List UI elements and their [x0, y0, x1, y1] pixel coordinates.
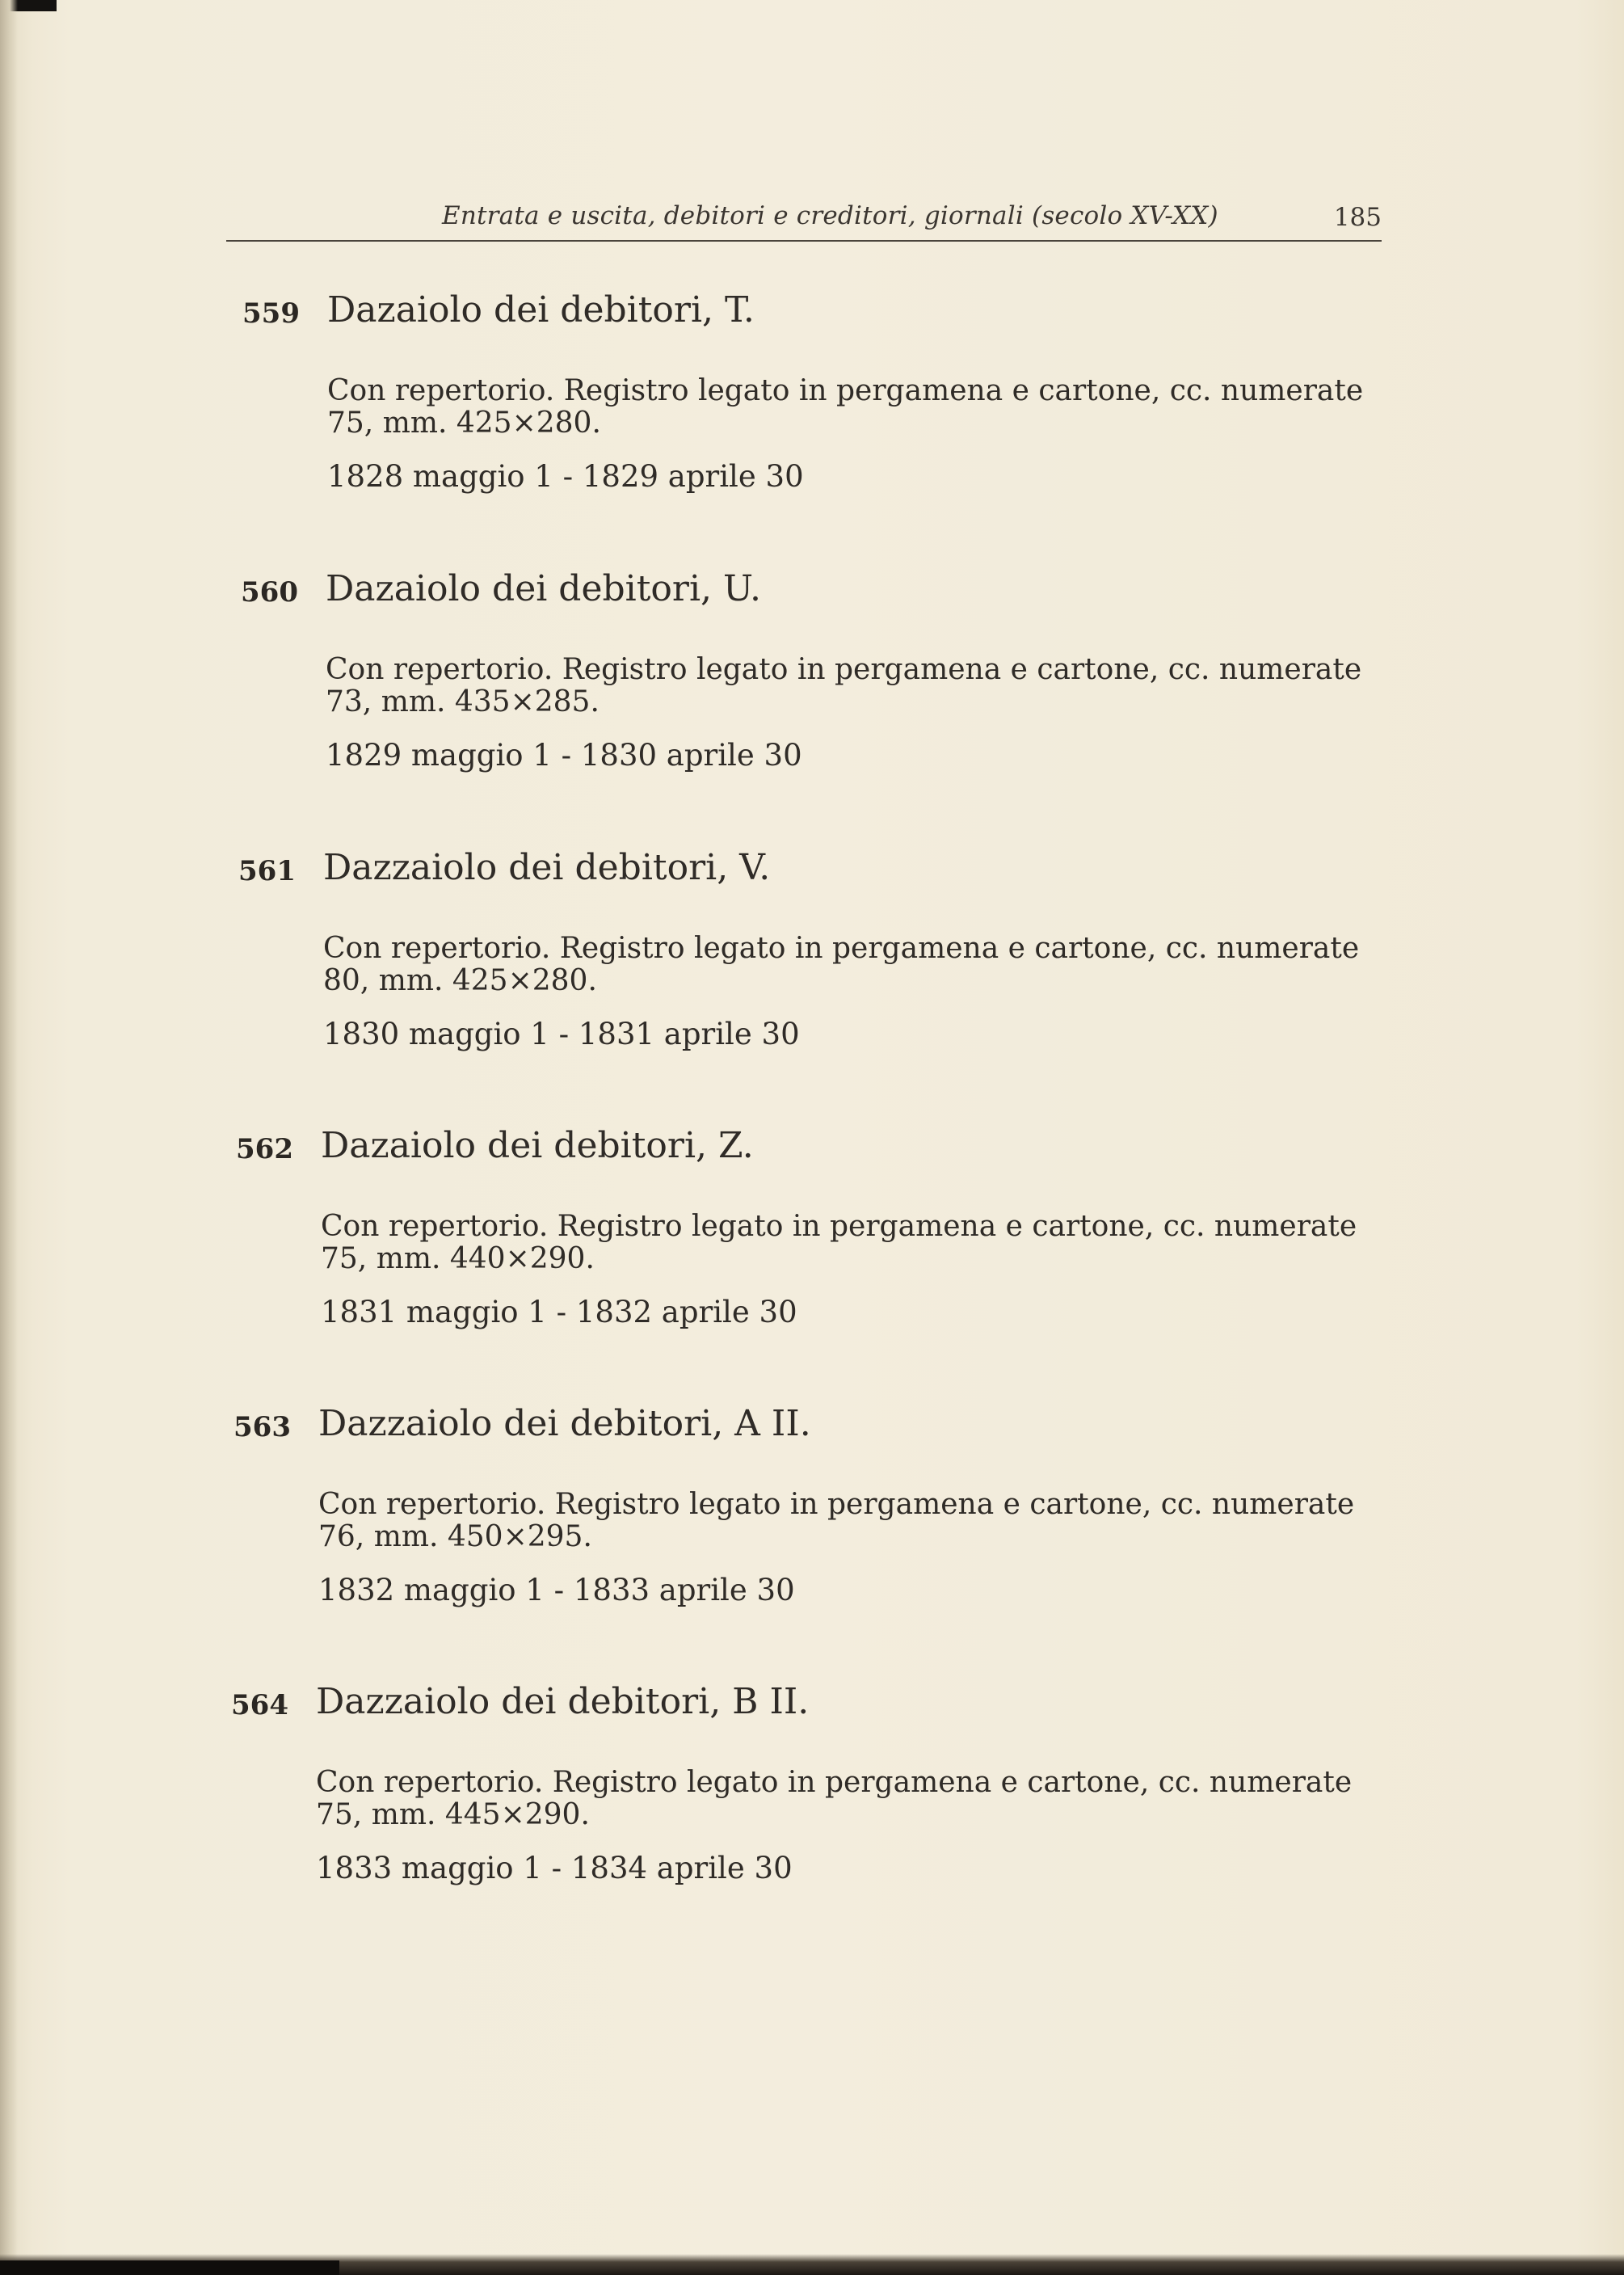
entry-description: Con repertorio. Registro legato in pergamena e cartone, cc. numerate 80, mm. 425×280.: [323, 932, 1360, 997]
entry-description: Con repertorio. Registro legato in pergamena e cartone, cc. numerate 75, mm. 425×280.: [327, 374, 1364, 440]
entry-dates: 1830 maggio 1 - 1831 aprile 30: [323, 1017, 800, 1051]
entry-dates: 1832 maggio 1 - 1833 aprile 30: [318, 1573, 795, 1607]
entry-dates: 1833 maggio 1 - 1834 aprile 30: [316, 1851, 793, 1885]
entry-title: Dazaiolo dei debitori, U.: [326, 568, 762, 609]
scan-bottom-shadow: [0, 2260, 339, 2275]
entry-title: Dazzaiolo dei debitori, A II.: [318, 1403, 811, 1444]
page-number: 185: [1333, 203, 1382, 232]
entry-number: 559: [242, 297, 300, 330]
entry-description: Con repertorio. Registro legato in pergamena e cartone, cc. numerate 75, mm. 445×290.: [316, 1766, 1353, 1831]
entry-title: Dazaiolo dei debitori, Z.: [321, 1125, 754, 1166]
entry-number: 560: [241, 576, 298, 609]
entry-number: 561: [238, 855, 296, 887]
entry-title: Dazzaiolo dei debitori, B II.: [316, 1681, 810, 1722]
running-head: Entrata e uscita, debitori e creditori, giornali (secolo XV-XX): [442, 201, 1218, 230]
entry-number: 564: [231, 1689, 288, 1721]
entry-title: Dazzaiolo dei debitori, V.: [323, 847, 771, 888]
binding-shadow: [0, 0, 18, 2275]
entry-description: Con repertorio. Registro legato in pergamena e cartone, cc. numerate 73, mm. 435×285.: [326, 653, 1362, 718]
page-header: [226, 196, 1382, 242]
entry-dates: 1831 maggio 1 - 1832 aprile 30: [321, 1295, 797, 1329]
entry-description: Con repertorio. Registro legato in pergamena e cartone, cc. numerate 75, mm. 440×290.: [321, 1210, 1357, 1275]
entry-number: 562: [236, 1133, 293, 1165]
entry-description: Con repertorio. Registro legato in pergamena e cartone, cc. numerate 76, mm. 450×295.: [318, 1488, 1355, 1553]
show-through-texture: [840, 291, 1390, 1891]
entry-title: Dazaiolo dei debitori, T.: [327, 289, 755, 331]
entry-number: 563: [234, 1411, 291, 1443]
entry-dates: 1829 maggio 1 - 1830 aprile 30: [326, 738, 802, 773]
entry-dates: 1828 maggio 1 - 1829 aprile 30: [327, 459, 804, 494]
